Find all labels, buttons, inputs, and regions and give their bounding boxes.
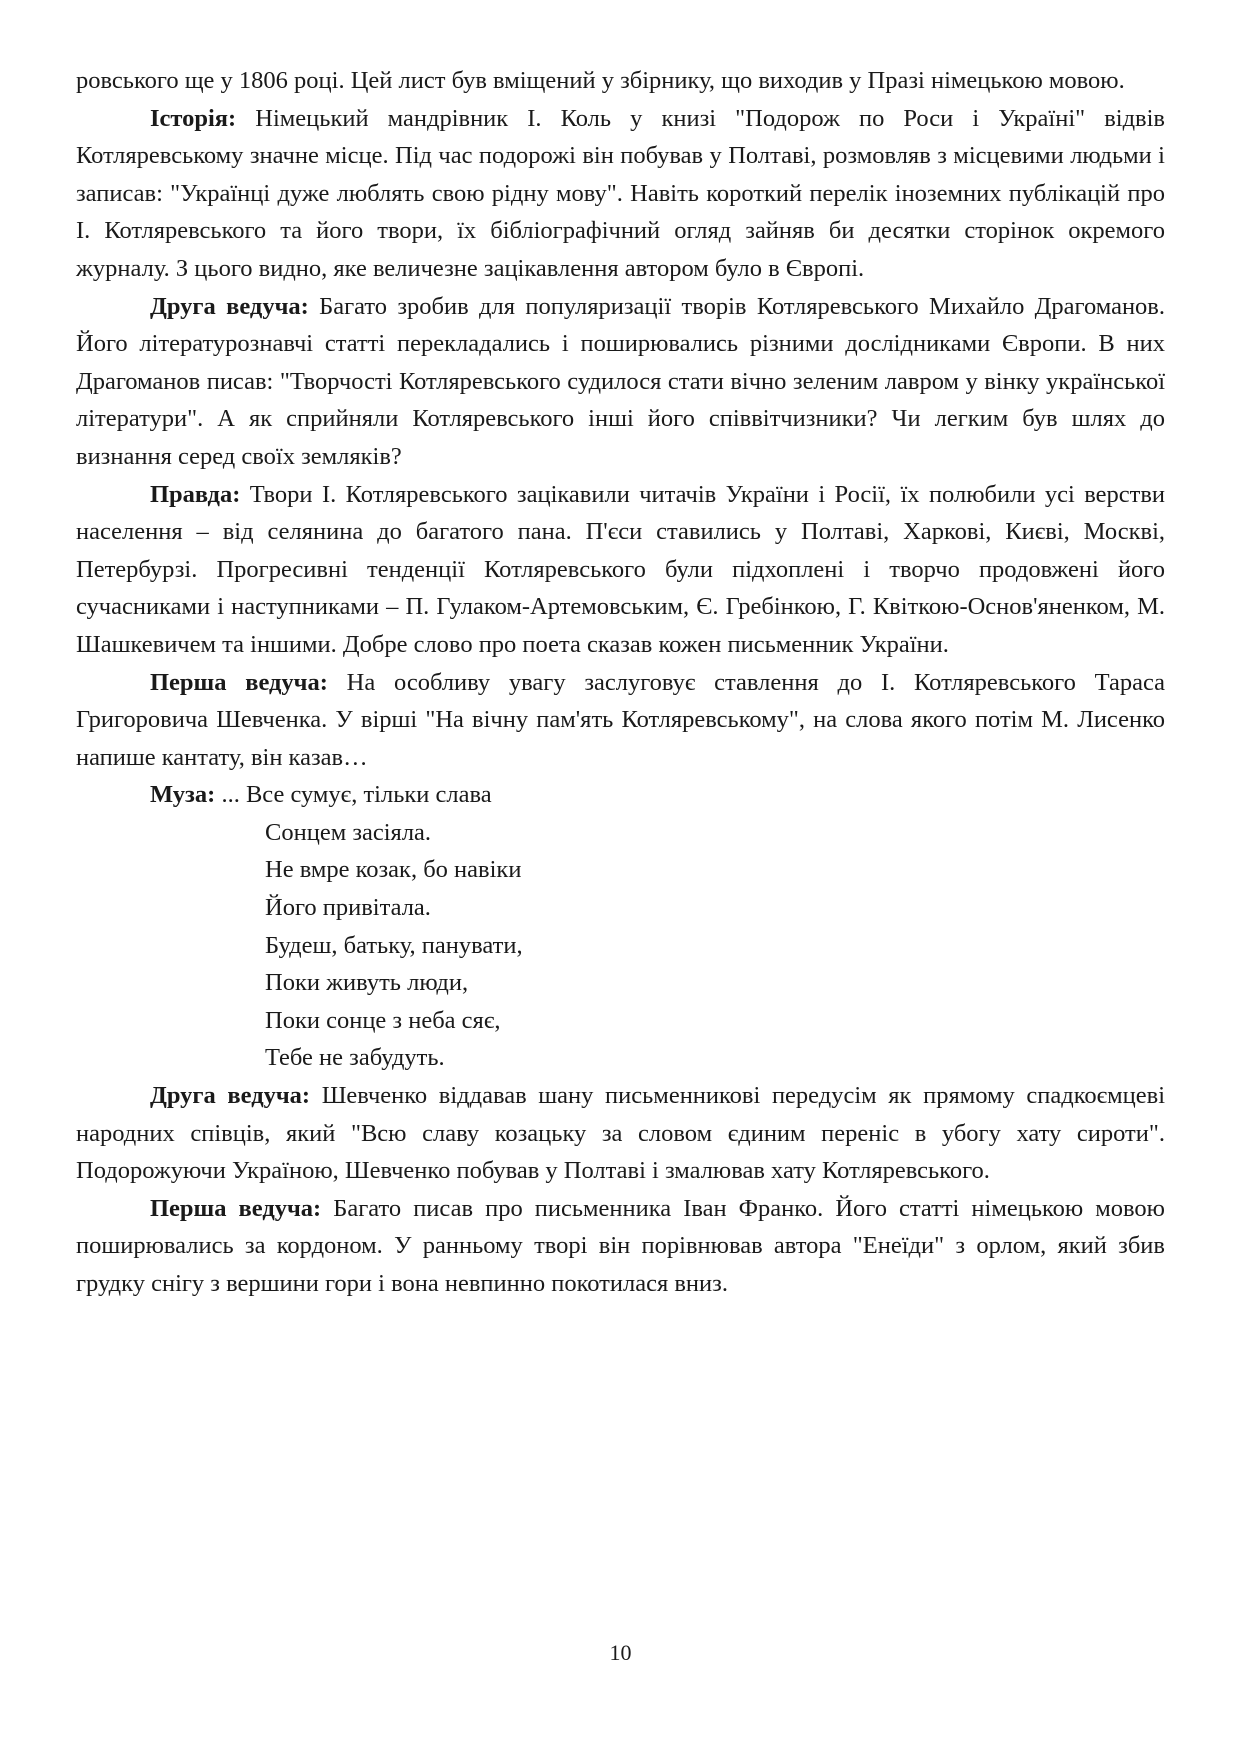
poem-line: Не вмре козак, бо навіки [265,856,522,884]
paragraph-text: Багато зробив для популяризації творів Котляревського Михайло Драгоманов. Його літературознавчі статті перекладались і поширювались різними дослідниками Європи. В них Драгоманов писав: "Творчості Котляревського судилося стати вічно зеленим лавром у вінку української літератури". А як сприйняли Котляревського інші його співвітчизники? Чи легким був шлях до визнання серед своїх земляків? [76,292,1166,470]
poem-line: Тебе не забудуть. [265,1044,445,1072]
poem-line [76,776,1165,814]
poem-line: Будеш, батьку, панувати, [265,931,523,959]
speaker-label: Муза: [150,781,216,809]
paragraph-first-host [76,664,1165,777]
speaker-label: Перша ведуча: [150,668,328,696]
paragraph-text: Твори І. Котляревського зацікавили читачів України і Росії, їх полюбили усі верстви населення – від селянина до багатого пана. П'єси ставились у Полтаві, Харкові, Києві, Москві, Петербурзі. Прогресивні тенденції Котляревського були підхоплені і творчо продовжені його сучасниками і наступниками – П. Гулаком-Артемовським, Є. Гребінкою, Г. Квіткою-Основ'яненком, М. Шашкевичем та іншими. Добре слово про поета сказав кожен письменник України. [76,480,1166,658]
poem-block [76,776,1165,1077]
paragraph-first-host-2 [76,1190,1165,1303]
paragraph-text: Німецький мандрівник І. Коль у книзі "Подорож по Роси і Україні" відвів Котляревському значне місце. Під час подорожі він побував у Полтаві, розмовляв з місцевими людьми і записав: "Українці дуже люблять свою рідну мову". Навіть короткий перелік іноземних публікацій про І. Котляревського та його твори, їх бібліографічний огляд зайняв би десятки сторінок окремого журналу. З цього видно, яке величезне зацікавлення автором було в Європі. [76,104,1166,282]
paragraph-second-host-2 [76,1077,1165,1190]
speaker-label: Правда: [150,480,241,508]
speaker-label: Друга ведуча: [150,1082,311,1110]
poem-line-text: ... Все сумує, тільки слава [221,781,492,809]
poem-line: Поки живуть люди, [265,969,469,997]
poem-line: Поки сонце з неба сяє, [265,1006,501,1034]
paragraph-text: Шевченко віддавав шану письменникові передусім як прямому спадкоємцеві народних співців, який "Всю славу козацьку за словом єдиним переніс в убогу хату сироти". Подорожуючи Україною, Шевченко побував у Полтаві і змалював хату Котляревського. [76,1082,1165,1185]
poem-line: Його привітала. [265,894,431,922]
paragraph-continuation [76,62,1165,100]
paragraph-text: ровського ще у 1806 році. Цей лист був вміщений у збірнику, що виходив у Празі німецькою мовою. [76,67,1125,94]
paragraph-second-host [76,288,1165,476]
paragraph-truth [76,476,1165,664]
paragraph-text: На особливу увагу заслуговує ставлення до І. Котляревського Тараса Григоровича Шевченка. У вірші "На вічну пам'ять Котляревському", на слова якого потім М. Лисенко напише кантату, він казав… [76,668,1166,771]
document-page [76,62,1165,1303]
paragraph-history [76,100,1165,288]
speaker-label: Історія: [150,104,237,132]
paragraph-text: Багато писав про письменника Іван Франко. Його статті німецькою мовою поширювались за кордоном. У ранньому творі він порівнював автора "Енеїди" з орлом, який збив грудку снігу з вершини гори і вона невпинно покотилася вниз. [76,1194,1165,1297]
page-number: 10 [609,1640,632,1665]
poem-line: Сонцем засіяла. [265,818,432,846]
speaker-label: Перша ведуча: [150,1194,322,1222]
speaker-label: Друга ведуча: [150,292,309,320]
